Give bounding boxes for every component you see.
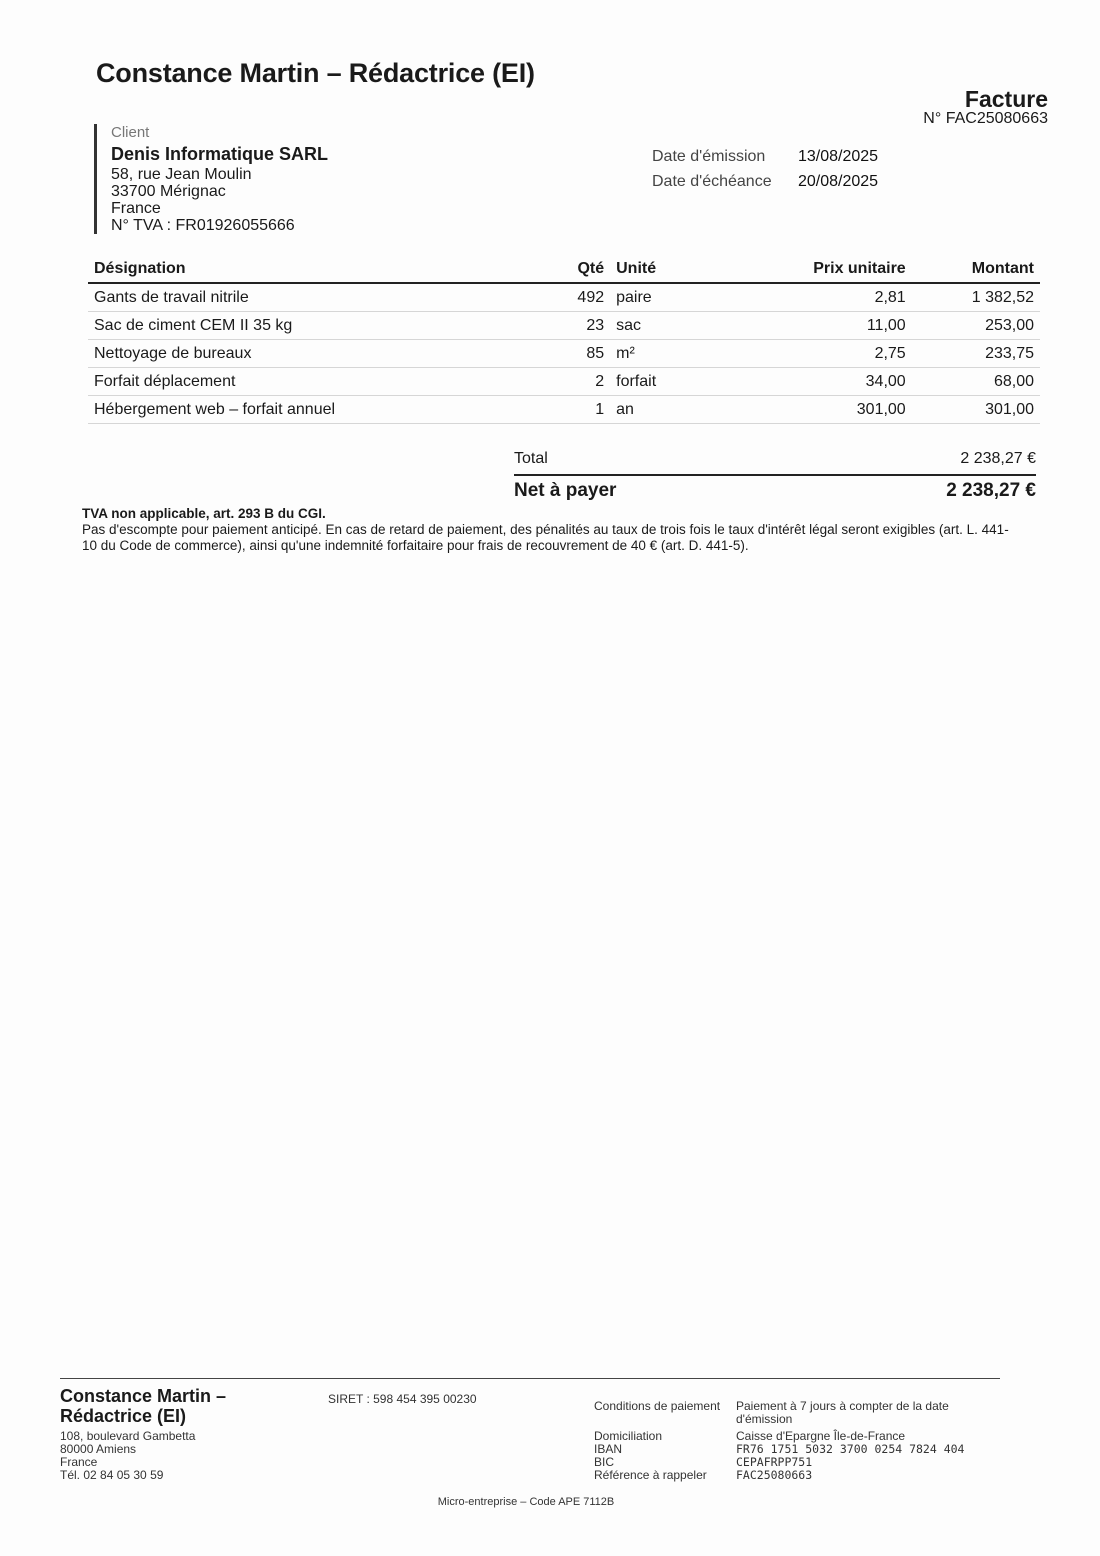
table-row — [88, 312, 1040, 340]
issue-date-label: Date d'émission — [652, 148, 766, 165]
due-date-value: 20/08/2025 — [798, 173, 879, 190]
table-row — [88, 340, 1040, 368]
header-amount: Montant — [912, 260, 1040, 283]
row-qty: 2 — [537, 368, 611, 396]
issue-date-row — [652, 148, 878, 166]
due-date-label: Date d'échéance — [652, 173, 772, 190]
row-unit: an — [610, 396, 737, 424]
row-designation: Nettoyage de bureaux — [88, 340, 537, 368]
row-unit-price: 34,00 — [737, 368, 912, 396]
row-designation: Forfait déplacement — [88, 368, 537, 396]
vat-exemption-note: TVA non applicable, art. 293 B du CGI. — [82, 506, 326, 521]
header-unit: Unité — [610, 260, 737, 283]
iban-value: FR76 1751 5032 3700 0254 7824 404 — [736, 1442, 965, 1456]
row-unit: forfait — [610, 368, 737, 396]
footer-divider — [60, 1378, 1000, 1379]
legal-notes — [82, 506, 1022, 554]
document-number: N° FAC25080663 — [923, 110, 1048, 127]
row-amount: 1 382,52 — [912, 283, 1040, 312]
bank-label: Domiciliation — [594, 1429, 663, 1443]
reference-value: FAC25080663 — [736, 1468, 813, 1482]
reference-row — [594, 1469, 1004, 1482]
row-amount: 301,00 — [912, 396, 1040, 424]
client-name: Denis Informatique SARL — [111, 144, 329, 164]
items-header-row — [88, 260, 1040, 283]
bank-value: Caisse d'Epargne Île-de-France — [736, 1429, 906, 1443]
total-value: 2 238,27 € — [960, 450, 1036, 467]
row-amount: 68,00 — [912, 368, 1040, 396]
client-vat-number: N° TVA : FR01926055666 — [111, 217, 295, 234]
table-row — [88, 396, 1040, 424]
reference-label: Référence à rappeler — [594, 1468, 707, 1482]
footer-address-line1: 108, boulevard Gambetta — [60, 1429, 196, 1443]
net-payable-row — [514, 474, 1036, 502]
header-qty: Qté — [537, 260, 611, 283]
footer-siret: SIRET : 598 454 395 00230 — [328, 1392, 477, 1406]
document-type: Facture — [964, 86, 1048, 112]
client-caption: Client — [111, 124, 150, 141]
client-block — [94, 124, 431, 234]
row-amount: 233,75 — [912, 340, 1040, 368]
row-unit: m² — [610, 340, 737, 368]
bic-label: BIC — [594, 1455, 615, 1469]
row-unit-price: 2,75 — [737, 340, 912, 368]
row-designation: Sac de ciment CEM II 35 kg — [88, 312, 537, 340]
row-qty: 85 — [537, 340, 611, 368]
issue-date-value: 13/08/2025 — [798, 148, 879, 165]
row-designation: Gants de travail nitrile — [88, 283, 537, 312]
payment-conditions-row — [594, 1400, 1004, 1426]
issuer-title: Constance Martin – Rédactrice (EI) — [96, 58, 535, 88]
header-designation: Désignation — [88, 260, 537, 283]
row-unit-price: 11,00 — [737, 312, 912, 340]
row-amount: 253,00 — [912, 312, 1040, 340]
net-payable-label: Net à payer — [514, 480, 617, 501]
client-country: France — [111, 200, 161, 217]
footer-payment-info — [594, 1400, 1004, 1482]
footer-issuer — [60, 1386, 300, 1482]
row-qty: 1 — [537, 396, 611, 424]
totals-block — [514, 450, 1036, 502]
client-city: 33700 Mérignac — [111, 183, 226, 200]
row-unit: paire — [610, 283, 737, 312]
table-row — [88, 283, 1040, 312]
payment-conditions-value: Paiement à 7 jours à compter de la date d'émission — [736, 1399, 949, 1426]
bic-value: CEPAFRPP751 — [736, 1455, 813, 1469]
invoice-dates — [652, 148, 878, 198]
iban-label: IBAN — [594, 1442, 623, 1456]
late-payment-note: Pas d'escompte pour paiement anticipé. En cas de retard de paiement, des pénalités au taux de trois fois le taux d'intérêt légal seront exigibles (art. L. 441-10 du Code de commerce), ainsi qu'une indemnité forfaitaire pour frais de recouvrement de 40 € (art. D. 441-5). — [82, 522, 1009, 553]
header-unit-price: Prix unitaire — [737, 260, 912, 283]
footer-ape-code: Micro-entreprise – Code APE 7112B — [437, 1496, 615, 1508]
total-label: Total — [514, 450, 548, 467]
row-unit-price: 301,00 — [737, 396, 912, 424]
row-designation: Hébergement web – forfait annuel — [88, 396, 537, 424]
client-street: 58, rue Jean Moulin — [111, 166, 252, 183]
footer-address-line2: 80000 Amiens — [60, 1442, 137, 1456]
footer-issuer-name: Constance Martin – Rédactrice (EI) — [60, 1386, 227, 1426]
row-qty: 23 — [537, 312, 611, 340]
total-row — [514, 450, 1036, 474]
due-date-row — [652, 173, 878, 191]
net-payable-value: 2 238,27 € — [946, 480, 1036, 501]
footer-phone: Tél. 02 84 05 30 59 — [60, 1468, 164, 1482]
payment-conditions-label: Conditions de paiement — [594, 1399, 721, 1413]
table-row — [88, 368, 1040, 396]
items-table — [88, 260, 1040, 424]
row-qty: 492 — [537, 283, 611, 312]
footer-country: France — [60, 1455, 98, 1469]
row-unit: sac — [610, 312, 737, 340]
row-unit-price: 2,81 — [737, 283, 912, 312]
